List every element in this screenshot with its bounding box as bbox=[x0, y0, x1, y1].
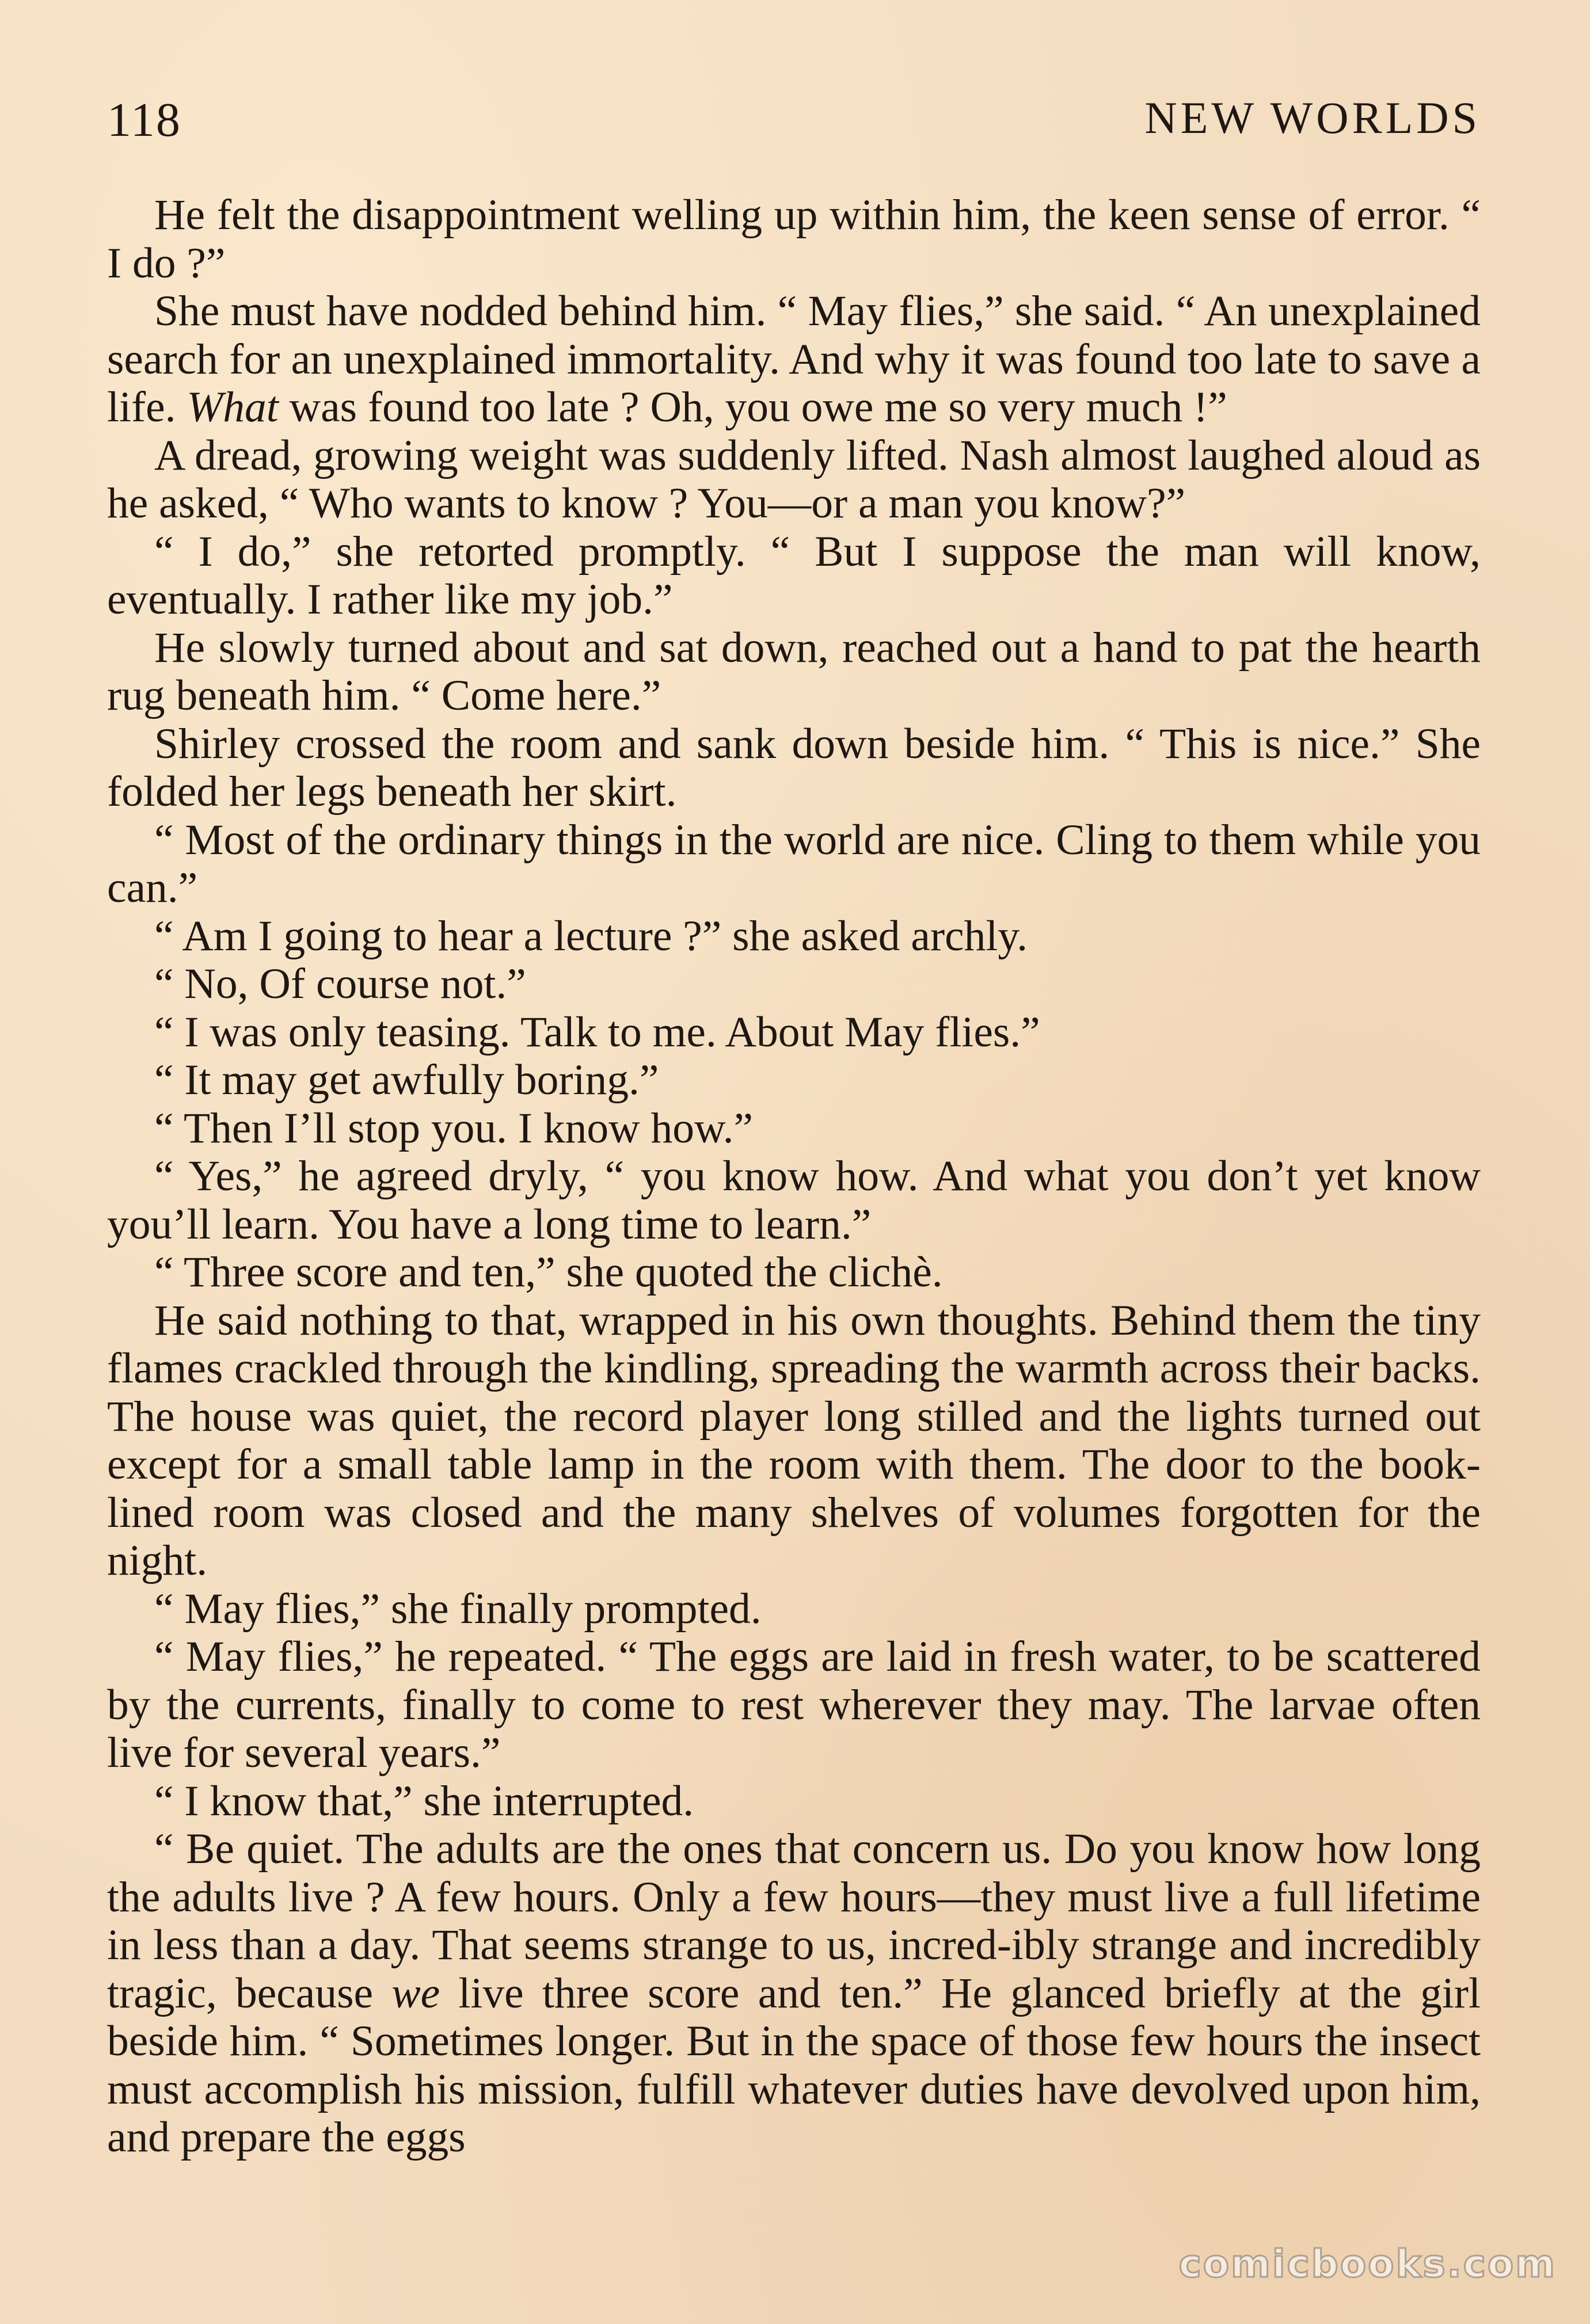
paragraph: “ No, Of course not.” bbox=[154, 960, 526, 1008]
emphasis: What bbox=[187, 383, 279, 431]
paragraph: “ Yes,” he agreed dryly, “ you know how. And what you don’t yet know you’ll learn. You have a long time to learn.” bbox=[107, 1152, 1481, 1248]
paragraph: She must have nodded behind him. “ May flies,” she said. “ An unexplained search for an unexplained immortality. And why it was found too late to save a life. What was found too late ? Oh, you owe me so very much !” bbox=[107, 287, 1481, 431]
page-body bbox=[107, 191, 1481, 2162]
running-head: NEW WORLDS bbox=[1144, 93, 1481, 143]
paragraph: “ Be quiet. The adults are the ones that concern us. Do you know how long the adults live ? A few hours. Only a few hours—they must live a full lifetime in less than a day. That seems strange to us, incred-ibly strange and incredibly tragic, because we live three score and ten.” He glanced briefly at the girl beside him. “ Sometimes longer. But in the space of those few hours the insect must accomplish his mission, fulfill whatever duties have devolved upon him, and prepare the eggs bbox=[107, 1825, 1481, 2161]
paragraph: Shirley crossed the room and sank down beside him. “ This is nice.” She folded her legs beneath her skirt. bbox=[107, 719, 1481, 816]
page-number: 118 bbox=[107, 93, 181, 147]
page-header bbox=[107, 92, 1481, 155]
paragraph: “ Am I going to hear a lecture ?” she asked archly. bbox=[154, 912, 1028, 960]
paragraph: “ Most of the ordinary things in the world are nice. Cling to them while you can.” bbox=[107, 816, 1481, 912]
watermark-logo: comicbooks.com bbox=[1178, 2242, 1557, 2286]
paragraph: He felt the disappointment welling up within him, the keen sense of error. “ I do ?” bbox=[107, 191, 1481, 287]
paragraph: “ May flies,” she finally prompted. bbox=[154, 1584, 762, 1633]
paragraph: “ I know that,” she interrupted. bbox=[154, 1777, 694, 1825]
paragraph: “ Three score and ten,” she quoted the clichè. bbox=[154, 1248, 943, 1296]
paragraph: He slowly turned about and sat down, reached out a hand to pat the hearth rug beneath him. “ Come here.” bbox=[107, 623, 1481, 719]
emphasis: we bbox=[391, 1969, 440, 2017]
paragraph: “ May flies,” he repeated. “ The eggs are laid in fresh water, to be scattered by the currents, finally to come to rest wherever they may. The larvae often live for several years.” bbox=[107, 1633, 1481, 1777]
paragraph: He said nothing to that, wrapped in his own thoughts. Behind them the tiny flames crackled through the kindling, spreading the warmth across their backs. The house was quiet, the record player long stilled and the lights turned out except for a small table lamp in the room with them. The door to the book-lined room was closed and the many shelves of volumes forgotten for the night. bbox=[107, 1296, 1481, 1584]
paragraph: A dread, growing weight was suddenly lifted. Nash almost laughed aloud as he asked, “ Who wants to know ? You—or a man you know?” bbox=[107, 431, 1481, 527]
paragraph: “ I do,” she retorted promptly. “ But I suppose the man will know, eventually. I rather like my job.” bbox=[107, 527, 1481, 623]
paragraph: “ Then I’ll stop you. I know how.” bbox=[154, 1104, 754, 1152]
paragraph: “ I was only teasing. Talk to me. About May flies.” bbox=[154, 1008, 1040, 1056]
paragraph: “ It may get awfully boring.” bbox=[154, 1056, 659, 1104]
